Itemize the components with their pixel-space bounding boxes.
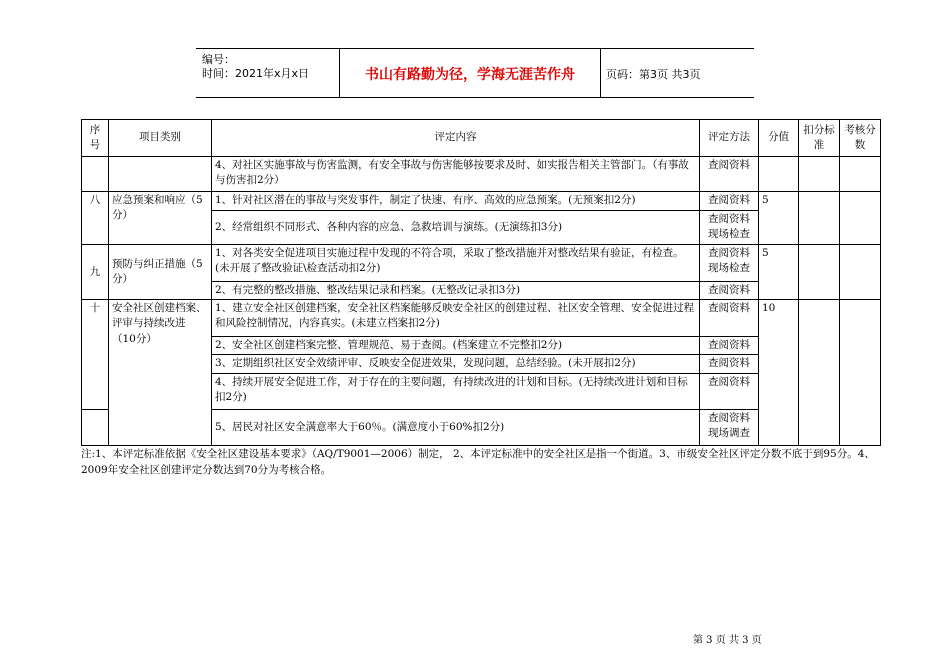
row-seq: 九: [82, 245, 109, 300]
row-score: 5: [759, 245, 799, 300]
row-content: 3、定期组织社区安全效绩评审、反映安全促进效果，发现问题，总结经验。(未开展扣2分): [212, 355, 700, 373]
header-method: 评定方法: [700, 120, 759, 157]
row-assess: [840, 300, 881, 445]
row-deduct: [799, 245, 840, 300]
row-score: 10: [759, 300, 799, 445]
row-method: 查阅资料: [700, 373, 759, 409]
row-method: 查阅资料: [700, 337, 759, 355]
serial-number-label: 编号：: [202, 53, 235, 66]
row-method: 查阅资料: [700, 300, 759, 337]
row-method: 查阅资料: [700, 192, 759, 211]
header-motto-cell: [339, 49, 601, 97]
header-page-cell: [600, 49, 754, 97]
row-deduct: [799, 192, 840, 245]
row-content: 4、持续开展安全促进工作，对于存在的主要问题，有持续改进的计划和目标。(无持续改进计划和目标扣2分): [212, 373, 700, 409]
row-score: [759, 157, 799, 192]
row-seq: [82, 157, 109, 192]
row-category: [109, 157, 212, 192]
document-header: [196, 48, 754, 98]
row-content: 1、建立安全社区创建档案，安全社区档案能够反映安全社区的创建过程、社区安全管理、安全促进过程和风险控制情况，内容真实。(未建立档案扣2分): [212, 300, 700, 337]
row-seq: 十: [82, 300, 109, 409]
row-method: 查阅资料现场调查: [700, 409, 759, 445]
header-assess: 考核分数: [840, 120, 881, 157]
header-score: 分值: [759, 120, 799, 157]
row-category: 预防与纠正措施（5分）: [109, 245, 212, 300]
row-score: 5: [759, 192, 799, 245]
row-deduct: [799, 157, 840, 192]
row-assess: [840, 192, 881, 245]
header-deduct: 扣分标准: [799, 120, 840, 157]
row-content: 2、经常组织不同形式、各种内容的应急、急救培训与演练。(无演练扣3分): [212, 211, 700, 245]
date-label: 时间：2021年x月x日: [202, 67, 310, 80]
header-meta-cell: [196, 49, 339, 97]
table-row: [82, 192, 881, 211]
page-number-label: 页码：第3页 共3页: [606, 68, 701, 81]
row-method: 查阅资料: [700, 282, 759, 300]
row-assess: [840, 157, 881, 192]
table-header-row: [82, 120, 881, 157]
table-row: [82, 300, 881, 337]
row-content: 2、有完整的整改措施、整改结果记录和档案。(无整改记录扣3分): [212, 282, 700, 300]
row-seq-empty: [82, 409, 109, 445]
row-method: 查阅资料现场检查: [700, 211, 759, 245]
row-seq: 八: [82, 192, 109, 245]
row-content: 1、针对社区潜在的事故与突发事件，制定了快速、有序、高效的应急预案。(无预案扣2分): [212, 192, 700, 211]
row-category: 安全社区创建档案、评审与持续改进（10分）: [109, 300, 212, 445]
row-category: 应急预案和响应（5分）: [109, 192, 212, 245]
header-content: 评定内容: [212, 120, 700, 157]
row-assess: [840, 245, 881, 300]
row-content: 4、对社区实施事故与伤害监测，有安全事故与伤害能够按要求及时、如实报告相关主管部门。（有事故与伤害扣2分）: [212, 157, 700, 192]
row-method: 查阅资料现场检查: [700, 245, 759, 282]
header-category: 项目类别: [109, 120, 212, 157]
motto-text: 书山有路勤为径，学海无涯苦作舟: [365, 67, 575, 83]
evaluation-table: [81, 119, 881, 446]
footnote: 注:1、本评定标准依据《安全社区建设基本要求》（AQ/T9001—2006）制定， 2、本评定标准中的安全社区是指一个街道。3、市级安全社区评定分数不底于到95分。4、2009年安全社区创建评定分数达到70分为考核合格。: [81, 448, 875, 477]
table-row: [82, 245, 881, 282]
row-content: 2、安全社区创建档案完整、管理规范、易于查阅。(档案建立不完整扣2分): [212, 337, 700, 355]
table-row: [82, 157, 881, 192]
row-method: 查阅资料: [700, 355, 759, 373]
row-content: 1、对各类安全促进项目实施过程中发现的不符合项，采取了整改措施并对整改结果有验证，有检查。(未开展了整改验证\检查活动扣2分): [212, 245, 700, 282]
row-method: 查阅资料: [700, 157, 759, 192]
row-content: 5、居民对社区安全满意率大于60％。(满意度小于60%扣2分): [212, 409, 700, 445]
row-deduct: [799, 300, 840, 445]
page-footer: 第 3 页 共 3 页: [693, 635, 762, 646]
header-seq: 序号: [82, 120, 109, 157]
